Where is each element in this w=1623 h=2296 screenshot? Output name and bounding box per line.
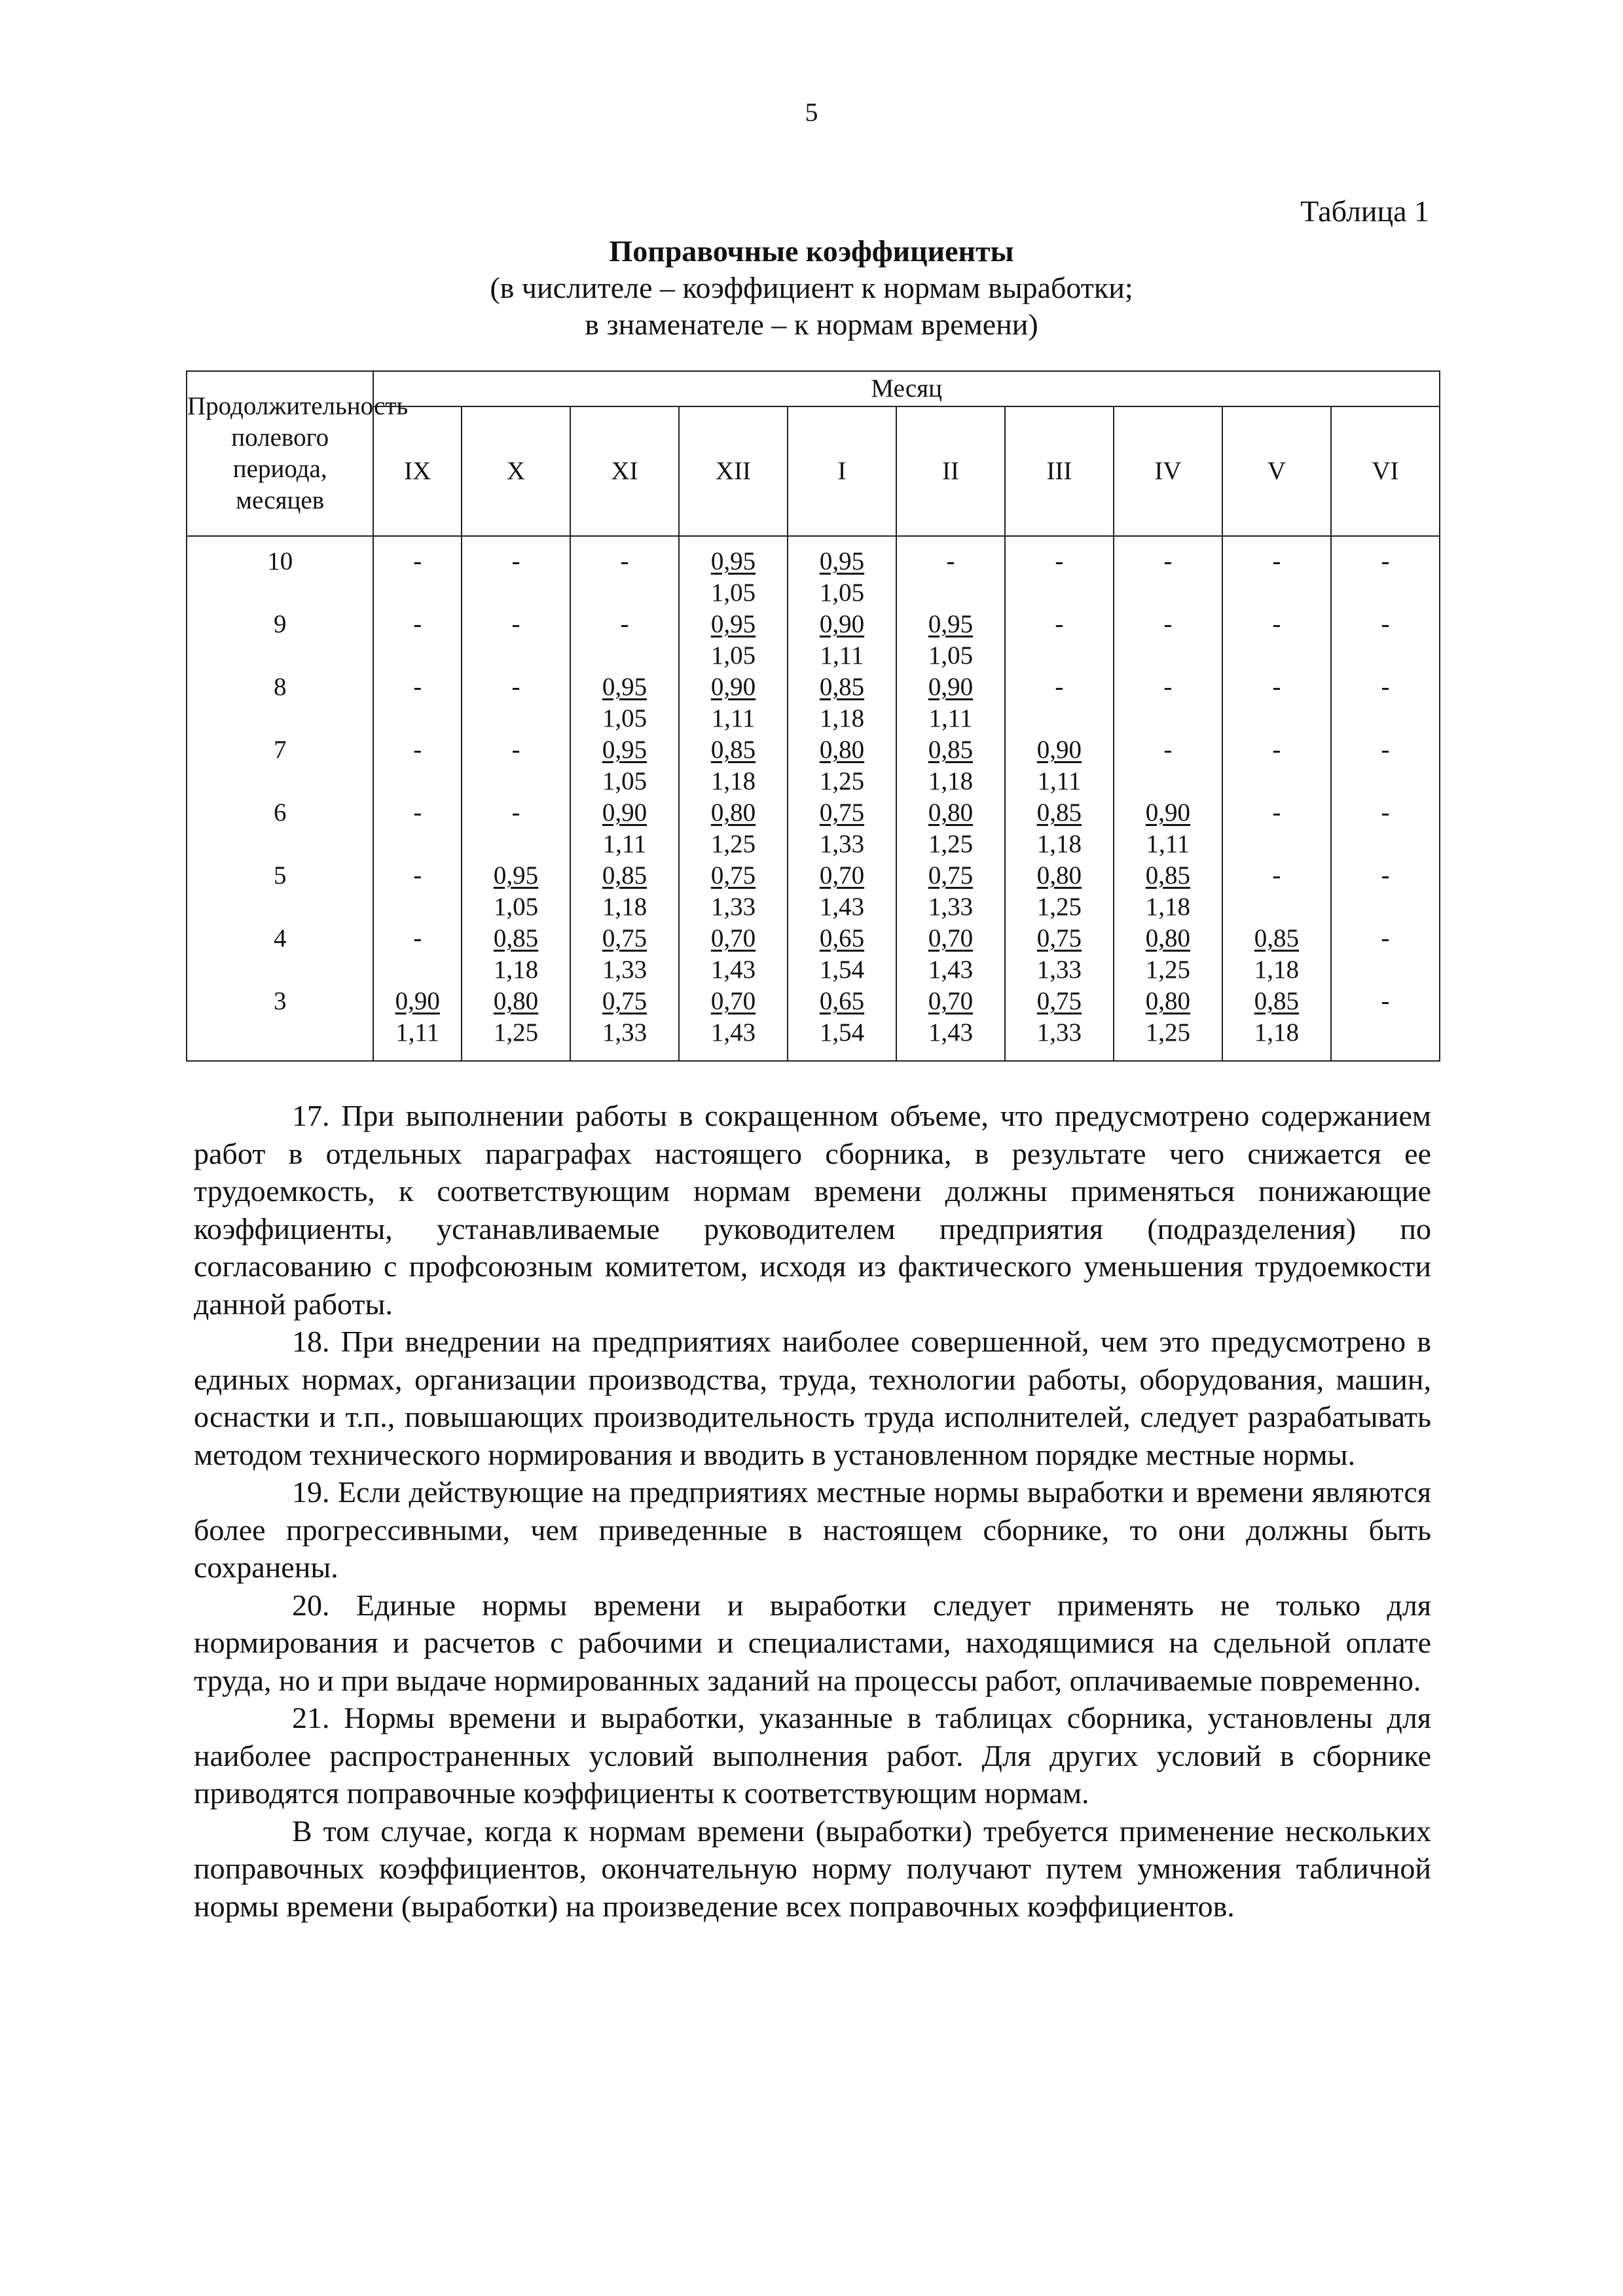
coefficient-cell <box>896 672 1005 734</box>
time-norm-coefficient: 1,18 <box>493 956 539 984</box>
output-norm-coefficient: 0,95 <box>928 610 974 638</box>
time-norm-coefficient: 1,43 <box>819 893 865 921</box>
time-norm-coefficient: 1,18 <box>1254 1018 1300 1047</box>
coefficient-cell <box>373 860 462 923</box>
paragraph: 20. Единые нормы времени и выработки следует применять не только для нормирования и расчетов с рабочими и специалистами, находящимися на сдельной оплате труда, но и при выдаче нормированных заданий на процессы работ, оплачиваемые повременно. <box>194 1588 1431 1697</box>
empty-dash: - <box>1381 610 1390 638</box>
coefficient-cell <box>1331 860 1440 923</box>
duration-value: 6 <box>273 798 287 827</box>
time-norm-coefficient: 1,33 <box>602 1018 647 1047</box>
paragraph: 19. Если действующие на предприятиях местные нормы выработки и времени являются более прогрессивными, чем приведенные в настоящем сборнике, то они должны быть сохранены. <box>194 1475 1431 1584</box>
paragraph: 17. При выполнении работы в сокращенном объеме, что предусмотрено содержанием работ в отдельных параграфах настоящего сборника, в результате чего снижается ее трудоемкость, к соответствующим нормам времени должны применяться понижающие коэффициенты, устанавливаемые руководителем предприятия (подразделения) по согласованию с профсоюзным комитетом, исходя из фактического уменьшения трудоемкости данной работы. <box>194 1099 1431 1321</box>
coefficient-cell <box>570 734 679 797</box>
coefficient-cell <box>373 923 462 986</box>
coefficient-cell <box>1331 734 1440 797</box>
time-norm-coefficient: 1,43 <box>928 956 974 984</box>
output-norm-coefficient: 0,70 <box>928 987 974 1015</box>
month-header-cell: V <box>1222 406 1331 536</box>
coefficient-cell <box>462 609 570 672</box>
time-norm-coefficient: 1,05 <box>710 579 756 607</box>
coefficient-cell <box>1114 923 1222 986</box>
time-norm-coefficient: 1,25 <box>1145 1018 1191 1047</box>
output-norm-coefficient: 0,70 <box>928 924 974 952</box>
output-norm-coefficient: 0,75 <box>602 924 647 952</box>
output-norm-coefficient: 0,75 <box>1036 987 1082 1015</box>
output-norm-coefficient: 0,80 <box>493 987 539 1015</box>
empty-dash: - <box>1381 673 1390 701</box>
time-norm-coefficient: 1,54 <box>819 956 865 984</box>
empty-dash: - <box>1381 861 1390 889</box>
coefficient-cell <box>679 672 788 734</box>
time-norm-coefficient: 1,33 <box>602 956 647 984</box>
coefficient-cell <box>1331 986 1440 1061</box>
table-row <box>187 609 1440 672</box>
output-norm-coefficient: 0,80 <box>710 798 756 827</box>
time-norm-coefficient: 1,18 <box>819 704 865 732</box>
output-norm-coefficient: 0,70 <box>819 861 865 889</box>
coefficient-cell <box>896 536 1005 609</box>
empty-dash: - <box>1163 736 1173 764</box>
coefficient-cell <box>788 797 896 860</box>
coefficient-cell <box>1005 923 1114 986</box>
output-norm-coefficient: 0,75 <box>602 987 647 1015</box>
coefficient-cell <box>1114 609 1222 672</box>
time-norm-coefficient: 1,25 <box>928 830 974 858</box>
time-norm-coefficient: 1,11 <box>1146 830 1190 858</box>
coefficient-cell <box>1114 986 1222 1061</box>
empty-dash: - <box>413 924 422 952</box>
time-norm-coefficient: 1,18 <box>602 893 647 921</box>
time-norm-coefficient: 1,11 <box>602 830 647 858</box>
duration-value: 10 <box>267 547 293 575</box>
table-subtitle-line-1: (в числителе – коэффициент к нормам выработки; <box>490 271 1133 304</box>
empty-dash: - <box>511 547 520 575</box>
paragraph: 21. Нормы времени и выработки, указанные в таблицах сборника, установлены для наиболее распространенных условий выполнения работ. Для других условий в сборнике приводятся поправочные коэффициенты к соответствующим нормам. <box>194 1701 1431 1810</box>
time-norm-coefficient: 1,18 <box>1145 893 1191 921</box>
empty-dash: - <box>413 547 422 575</box>
duration-cell <box>187 986 373 1061</box>
coefficient-cell <box>1331 672 1440 734</box>
empty-dash: - <box>1381 987 1390 1015</box>
output-norm-coefficient: 0,90 <box>819 610 865 638</box>
coefficient-cell <box>462 672 570 734</box>
coefficient-cell <box>570 609 679 672</box>
coefficient-cell <box>679 860 788 923</box>
empty-dash: - <box>413 861 422 889</box>
output-norm-coefficient: 0,75 <box>710 861 756 889</box>
table-row <box>187 797 1440 860</box>
coefficient-cell <box>373 797 462 860</box>
table-row <box>187 860 1440 923</box>
coefficient-cell <box>1222 923 1331 986</box>
empty-dash: - <box>1163 610 1173 638</box>
output-norm-coefficient: 0,95 <box>710 610 756 638</box>
month-header-cell: IX <box>373 406 462 536</box>
time-norm-coefficient: 1,33 <box>928 893 974 921</box>
empty-dash: - <box>1272 798 1281 827</box>
coefficient-cell <box>1222 986 1331 1061</box>
table-subtitle-line-2: в знаменателе – к нормам времени) <box>585 308 1038 341</box>
coefficient-cell <box>1114 734 1222 797</box>
table-body <box>187 536 1440 1061</box>
coefficient-cell <box>1005 672 1114 734</box>
table-title: Поправочные коэффициенты <box>609 234 1014 268</box>
coefficient-cell <box>1222 672 1331 734</box>
coefficient-cell <box>570 923 679 986</box>
coefficient-cell <box>1005 609 1114 672</box>
output-norm-coefficient: 0,85 <box>710 736 756 764</box>
table-row <box>187 986 1440 1061</box>
output-norm-coefficient: 0,80 <box>1145 924 1191 952</box>
time-norm-coefficient: 1,18 <box>928 767 974 795</box>
empty-dash: - <box>413 736 422 764</box>
time-norm-coefficient: 1,25 <box>493 1018 539 1047</box>
time-norm-coefficient: 1,05 <box>493 893 539 921</box>
time-norm-coefficient: 1,18 <box>1036 830 1082 858</box>
empty-dash: - <box>511 610 520 638</box>
time-norm-coefficient: 1,11 <box>395 1018 440 1047</box>
duration-value: 5 <box>273 861 287 889</box>
coefficient-cell <box>462 797 570 860</box>
coefficient-cell <box>570 860 679 923</box>
duration-cell <box>187 923 373 986</box>
table-title-block <box>0 233 1623 343</box>
coefficient-cell <box>373 609 462 672</box>
month-header-cell: X <box>462 406 570 536</box>
duration-cell <box>187 609 373 672</box>
coefficient-cell <box>1114 672 1222 734</box>
coefficients-table <box>186 370 1440 1062</box>
output-norm-coefficient: 0,95 <box>710 547 756 575</box>
coefficient-cell <box>788 536 896 609</box>
body-text <box>194 1097 1431 1925</box>
time-norm-coefficient: 1,25 <box>1145 956 1191 984</box>
empty-dash: - <box>1055 610 1064 638</box>
coefficient-cell <box>896 797 1005 860</box>
output-norm-coefficient: 0,65 <box>819 924 865 952</box>
empty-dash: - <box>1272 673 1281 701</box>
coefficient-cell <box>373 672 462 734</box>
coefficient-cell <box>462 734 570 797</box>
duration-cell <box>187 860 373 923</box>
coefficient-cell <box>1331 609 1440 672</box>
output-norm-coefficient: 0,95 <box>602 736 647 764</box>
output-norm-coefficient: 0,90 <box>1145 798 1191 827</box>
coefficient-cell <box>1331 797 1440 860</box>
coefficient-cell <box>1114 797 1222 860</box>
coefficient-cell <box>679 986 788 1061</box>
coefficient-cell <box>788 609 896 672</box>
time-norm-coefficient: 1,25 <box>1036 893 1082 921</box>
coefficient-cell <box>1005 536 1114 609</box>
coefficient-cell <box>1222 536 1331 609</box>
output-norm-coefficient: 0,85 <box>493 924 539 952</box>
time-norm-coefficient: 1,11 <box>820 641 864 670</box>
time-norm-coefficient: 1,05 <box>602 767 647 795</box>
time-norm-coefficient: 1,33 <box>710 893 756 921</box>
table-row <box>187 734 1440 797</box>
time-norm-coefficient: 1,33 <box>1036 1018 1082 1047</box>
page-number: 5 <box>805 98 818 127</box>
output-norm-coefficient: 0,80 <box>819 736 865 764</box>
output-norm-coefficient: 0,75 <box>1036 924 1082 952</box>
coefficient-cell <box>896 734 1005 797</box>
month-header-cell: I <box>788 406 896 536</box>
empty-dash: - <box>1272 861 1281 889</box>
output-norm-coefficient: 0,70 <box>710 987 756 1015</box>
output-norm-coefficient: 0,65 <box>819 987 865 1015</box>
coefficient-cell <box>788 923 896 986</box>
duration-value: 9 <box>273 610 287 638</box>
coefficient-cell <box>570 672 679 734</box>
coefficient-cell <box>679 734 788 797</box>
coefficient-cell <box>373 536 462 609</box>
coefficient-cell <box>896 860 1005 923</box>
paragraph: 18. При внедрении на предприятиях наиболее совершенной, чем это предусмотрено в единых нормах, организации производства, труда, технологии работы, оборудования, машин, оснастки и т.п., повышающих производительность труда исполнителей, следует разрабатывать методом технического нормирования и вводить в установленном порядке местные нормы. <box>194 1325 1431 1471</box>
empty-dash: - <box>1381 547 1390 575</box>
output-norm-coefficient: 0,85 <box>1145 861 1191 889</box>
coefficient-cell <box>896 923 1005 986</box>
coefficient-cell <box>1114 860 1222 923</box>
duration-value: 3 <box>273 987 287 1015</box>
coefficient-cell <box>373 734 462 797</box>
coefficient-cell <box>462 536 570 609</box>
coefficient-cell <box>788 860 896 923</box>
table-row <box>187 672 1440 734</box>
coefficient-cell <box>679 536 788 609</box>
duration-value: 4 <box>273 924 287 952</box>
month-header-cell: VI <box>1331 406 1440 536</box>
empty-dash: - <box>1163 673 1173 701</box>
output-norm-coefficient: 0,95 <box>493 861 539 889</box>
time-norm-coefficient: 1,43 <box>928 1018 974 1047</box>
duration-cell <box>187 734 373 797</box>
table-row <box>187 923 1440 986</box>
output-norm-coefficient: 0,95 <box>819 547 865 575</box>
time-norm-coefficient: 1,33 <box>1036 956 1082 984</box>
output-norm-coefficient: 0,80 <box>1036 861 1082 889</box>
time-norm-coefficient: 1,25 <box>819 767 865 795</box>
coefficient-cell <box>1005 734 1114 797</box>
output-norm-coefficient: 0,75 <box>928 861 974 889</box>
duration-cell <box>187 797 373 860</box>
table-label: Таблица 1 <box>1300 194 1429 228</box>
month-header-cell: II <box>896 406 1005 536</box>
coefficient-cell <box>1222 609 1331 672</box>
empty-dash: - <box>511 673 520 701</box>
empty-dash: - <box>1055 673 1064 701</box>
coefficient-cell <box>373 986 462 1061</box>
empty-dash: - <box>1272 736 1281 764</box>
coefficient-cell <box>1331 536 1440 609</box>
output-norm-coefficient: 0,85 <box>928 736 974 764</box>
output-norm-coefficient: 0,90 <box>395 987 440 1015</box>
coefficient-cell <box>462 923 570 986</box>
coefficient-cell <box>570 536 679 609</box>
duration-cell <box>187 536 373 609</box>
coefficient-cell <box>462 860 570 923</box>
coefficient-cell <box>1005 986 1114 1061</box>
time-norm-coefficient: 1,54 <box>819 1018 865 1047</box>
coefficient-cell <box>788 986 896 1061</box>
empty-dash: - <box>511 798 520 827</box>
coefficient-cell <box>462 986 570 1061</box>
coefficient-cell <box>1222 734 1331 797</box>
month-header-cell: XII <box>679 406 788 536</box>
time-norm-coefficient: 1,05 <box>928 641 974 670</box>
time-norm-coefficient: 1,18 <box>1254 956 1300 984</box>
table-row <box>187 536 1440 609</box>
empty-dash: - <box>511 736 520 764</box>
time-norm-coefficient: 1,11 <box>711 704 756 732</box>
coefficient-cell <box>1114 536 1222 609</box>
output-norm-coefficient: 0,90 <box>710 673 756 701</box>
output-norm-coefficient: 0,85 <box>1254 987 1300 1015</box>
output-norm-coefficient: 0,85 <box>1036 798 1082 827</box>
coefficient-cell <box>679 923 788 986</box>
empty-dash: - <box>413 798 422 827</box>
coefficient-cell <box>1005 860 1114 923</box>
coefficient-cell <box>679 797 788 860</box>
duration-value: 8 <box>273 673 287 701</box>
empty-dash: - <box>1381 736 1390 764</box>
month-header-cell: IV <box>1114 406 1222 536</box>
output-norm-coefficient: 0,70 <box>710 924 756 952</box>
empty-dash: - <box>620 547 629 575</box>
empty-dash: - <box>620 610 629 638</box>
output-norm-coefficient: 0,75 <box>819 798 865 827</box>
empty-dash: - <box>1055 547 1064 575</box>
month-column-header: Месяц <box>373 371 1440 406</box>
coefficient-cell <box>570 797 679 860</box>
empty-dash: - <box>946 547 955 575</box>
coefficient-cell <box>1222 860 1331 923</box>
output-norm-coefficient: 0,90 <box>1036 736 1082 764</box>
duration-value: 7 <box>273 736 287 764</box>
empty-dash: - <box>1381 924 1390 952</box>
coefficient-cell <box>896 986 1005 1061</box>
empty-dash: - <box>1272 610 1281 638</box>
coefficient-cell <box>1005 797 1114 860</box>
output-norm-coefficient: 0,80 <box>1145 987 1191 1015</box>
coefficient-cell <box>1222 797 1331 860</box>
empty-dash: - <box>1163 547 1173 575</box>
output-norm-coefficient: 0,95 <box>602 673 647 701</box>
paragraph: В том случае, когда к нормам времени (выработки) требуется применение нескольких поправочных коэффициентов, окончательную норму получают путем умножения табличной нормы времени (выработки) на произведение всех поправочных коэффициентов. <box>194 1814 1431 1923</box>
coefficient-cell <box>570 986 679 1061</box>
time-norm-coefficient: 1,43 <box>710 956 756 984</box>
coefficient-cell <box>788 734 896 797</box>
output-norm-coefficient: 0,80 <box>928 798 974 827</box>
empty-dash: - <box>413 673 422 701</box>
output-norm-coefficient: 0,85 <box>602 861 647 889</box>
duration-cell <box>187 672 373 734</box>
output-norm-coefficient: 0,90 <box>602 798 647 827</box>
output-norm-coefficient: 0,85 <box>1254 924 1300 952</box>
time-norm-coefficient: 1,05 <box>710 641 756 670</box>
empty-dash: - <box>1381 798 1390 827</box>
coefficient-cell <box>896 609 1005 672</box>
month-header-cell: XI <box>570 406 679 536</box>
time-norm-coefficient: 1,05 <box>819 579 865 607</box>
empty-dash: - <box>413 610 422 638</box>
duration-column-header: Продолжительность полевого периода, месяцев <box>187 371 373 536</box>
coefficient-cell <box>679 609 788 672</box>
time-norm-coefficient: 1,33 <box>819 830 865 858</box>
month-header-row <box>187 406 1440 536</box>
time-norm-coefficient: 1,25 <box>710 830 756 858</box>
coefficient-cell <box>1331 923 1440 986</box>
empty-dash: - <box>1272 547 1281 575</box>
time-norm-coefficient: 1,18 <box>710 767 756 795</box>
month-header-cell: III <box>1005 406 1114 536</box>
time-norm-coefficient: 1,05 <box>602 704 647 732</box>
time-norm-coefficient: 1,11 <box>1037 767 1082 795</box>
output-norm-coefficient: 0,90 <box>928 673 974 701</box>
time-norm-coefficient: 1,11 <box>928 704 973 732</box>
output-norm-coefficient: 0,85 <box>819 673 865 701</box>
coefficient-cell <box>788 672 896 734</box>
time-norm-coefficient: 1,43 <box>710 1018 756 1047</box>
